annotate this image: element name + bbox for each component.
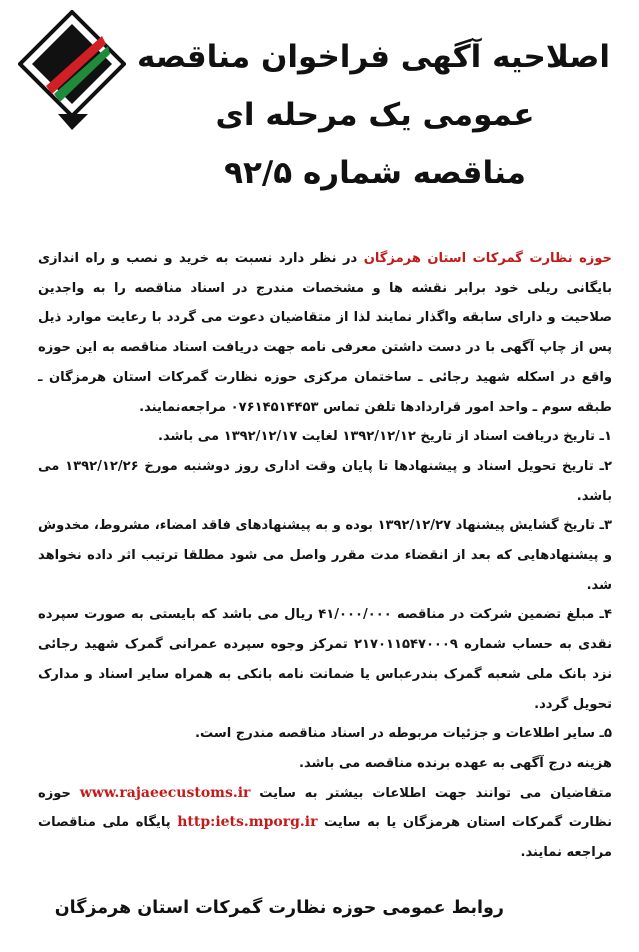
intro-text: در نظر دارد نسبت به خرید و نصب و راه اندازی بایگانی ریلی خود برابر نقشه ها و مشخصات مندرج در اسناد مناقصه را به واجدین صلاحیت و دارای سابقه واگذار نمایند لذا از متقاضیان دعوت می گردد با رعایت موارد ذیل پس از چاپ آگهی با در دست داشتن معرفی نامه جهت دریافت اسناد مناقصه به این حوزه واقع در اسکله شهید رجائی ـ ساختمان مرکزی حوزه نظارت گمرکات استان هرمزگان ـ طبقه سوم ـ واحد امور قراردادها تلفن تماس ۰۷۶۱۴۵۱۴۴۵۳ مراجعه‌نمایند. [38,251,612,415]
tender-portal-link[interactable]: http:iets.mporg.ir [177,814,318,831]
notice-title [137,28,610,202]
title-line-3: مناقصه شماره ۹۲/۵ [224,155,526,191]
item-1: ۱ـ تاریخ دریافت اسناد از تاریخ ۱۳۹۲/۱۲/۱۲ لغایت ۱۳۹۲/۱۲/۱۷ می باشد. [157,429,612,445]
contact-paragraph: متقاضیان می توانند جهت اطلاعات بیشتر به سایت www.rajaeecustoms.ir حوزه نظارت گمرکات استان هرمزگان یا به سایت http:iets.mporg.ir پایگاه ملی مناقصات مراجعه نمایند. [38,784,612,861]
title-line-2: عمومی یک مرحله ای [215,97,535,133]
item-2: ۲ـ تاریخ تحویل اسناد و پیشنهادها تا پایان وقت اداری روز دوشنبه مورخ ۱۳۹۲/۱۲/۲۶ می باشد. [38,458,612,504]
organization-name: حوزه نظارت گمرکات استان هرمزگان [363,251,612,266]
item-4: ۴ـ مبلغ تضمین شرکت در مناقصه ۴۱/۰۰۰/۰۰۰ ریال می باشد که بایستی به صورت سپرده نقدی به حساب شماره ۲۱۷۰۱۱۵۴۷۰۰۰۹ تمرکز وجوه سپرده عمرانی گمرک شهید رجائی نزد بانک ملی شعبه گمرک بندرعباس یا ضمانت نامه بانکی به همراه سایر اسناد و مدارک تحویل گردد. [38,607,613,712]
intro-paragraph [38,244,612,422]
title-line-1: اصلاحیه آگهی فراخوان مناقصه [137,39,610,75]
item-5: ۵ـ سایر اطلاعات و جزئیات مربوطه در اسناد مناقصه مندرج است. [195,726,612,742]
cost-note: هزینه درج آگهی به عهده برنده مناقصه می باشد. [299,755,612,771]
customs-logo [18,10,126,150]
website-link[interactable]: www.rajaeecustoms.ir [79,784,251,801]
notice-body [38,244,612,868]
item-3: ۳ـ تاریخ گشایش پیشنهاد ۱۳۹۲/۱۲/۲۷ بوده و به پیشنهادهای فاقد امضاء، مشروط، مخدوش و پیشنهادهایی که بعد از انقضاء مدت مقرر واصل می شود مطلقا ترتیب اثر داده نخواهد شد. [38,518,612,593]
public-relations-signature: روابط عمومی حوزه نظارت گمرکات استان هرمزگان [54,898,504,918]
